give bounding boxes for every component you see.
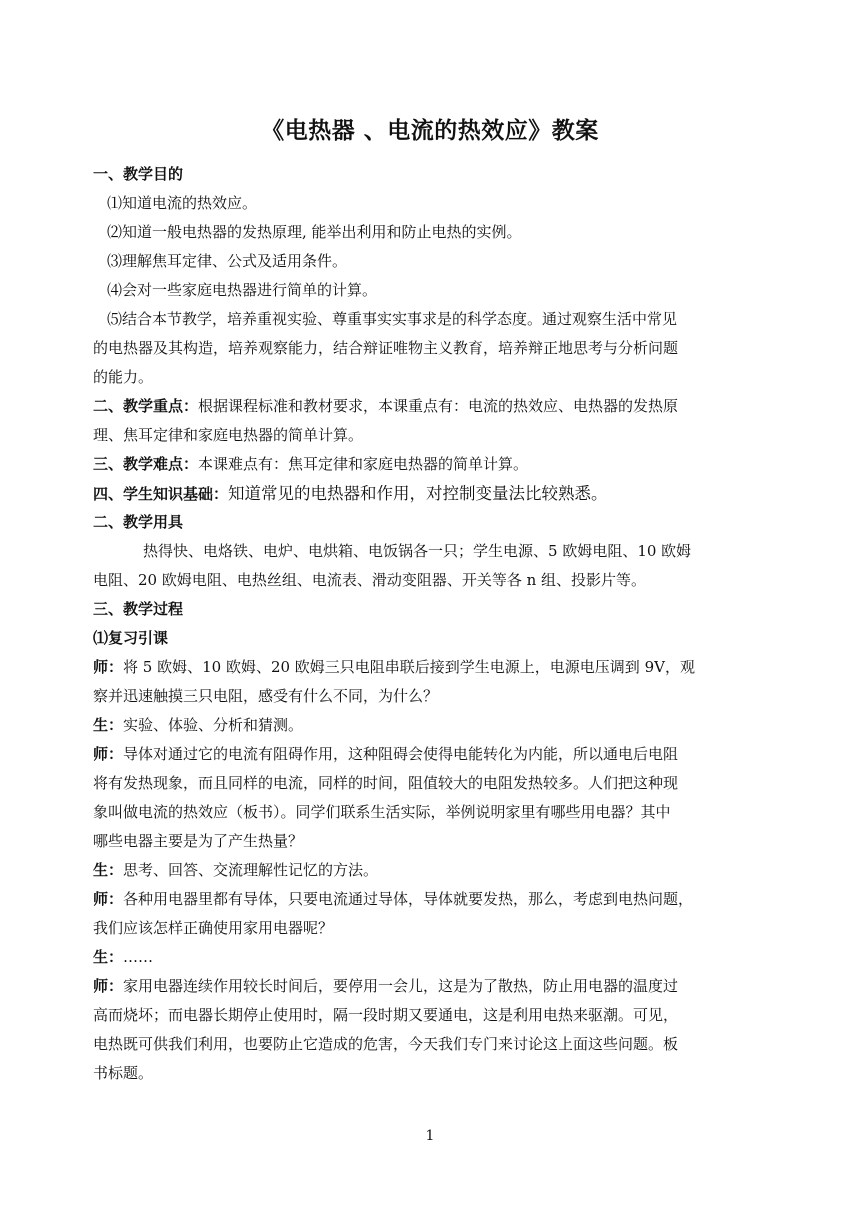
dialogue-line: 高而烧坏；而电器长期停止使用时，隔一段时期又要通电，这是利用电热来驱潮。可见， xyxy=(93,1006,679,1024)
objective-item-5-line: ⑸结合本节教学，培养重视实验、尊重事实实事求是的科学态度。通过观察生活中常见 xyxy=(107,310,678,328)
dialogue-line: 哪些电器主要是为了产生热量？ xyxy=(93,832,304,850)
teaching-tools-heading: 二、教学用具 xyxy=(93,513,184,531)
objective-item-5-line: 的电热器及其构造，培养观察能力，结合辩证唯物主义教育，培养辩正地思考与分析问题 xyxy=(93,339,679,357)
teaching-tools-line: 热得快、电烙铁、电炉、电烘箱、电饭锅各一只；学生电源、5 欧姆电阻、10 欧姆 xyxy=(143,542,692,560)
speaker-label: 师： xyxy=(93,890,124,908)
speaker-label: 师： xyxy=(93,658,124,676)
dialogue-line: 生：思考、回答、交流理解性记忆的方法。 xyxy=(93,861,379,879)
dialogue-line: 师：家用电器连续作用较长时间后，要停用一会儿，这是为了散热，防止用电器的温度过 xyxy=(93,977,679,995)
dialogue-line: 师：将 5 欧姆、10 欧姆、20 欧姆三只电阻串联后接到学生电源上，电源电压调到 9V，观 xyxy=(93,658,695,676)
dialogue-line: 将有发热现象，而且同样的电流，同样的时间，阻值较大的电阻发热较多。人们把这种现 xyxy=(93,774,679,792)
difficulties-line xyxy=(93,450,773,479)
prior-knowledge-label: 四、学生知识基础： xyxy=(93,485,229,503)
objectives-heading: 一、教学目的 xyxy=(93,165,184,183)
objective-item: ⑷会对一些家庭电热器进行简单的计算。 xyxy=(107,281,378,299)
key-points-label: 二、教学重点： xyxy=(93,397,199,415)
speaker-label: 师： xyxy=(93,745,124,763)
dialogue-line: 生：实验、体验、分析和猜测。 xyxy=(93,716,304,734)
section-objectives xyxy=(93,160,773,1088)
dialogue-line: 书标题。 xyxy=(93,1064,154,1082)
key-points-text: 根据课程标准和教材要求，本课重点有：电流的热效应、电热器的发热原 xyxy=(198,397,679,415)
dialogue-line: 师：导体对通过它的电流有阻碍作用，这种阻碍会使得电能转化为内能，所以通电后电阻 xyxy=(93,745,679,763)
prior-knowledge-text: 知道常见的电热器和作用，对控制变量法比较熟悉。 xyxy=(228,484,608,503)
dialogue-line: 师：各种用电器里都有导体，只要电流通过导体，导体就要发热，那么，考虑到电热问题， xyxy=(93,890,694,908)
document-title: 《电热器 、电流的热效应》教案 xyxy=(261,118,599,144)
dialogue-line: 电热既可供我们利用，也要防止它造成的危害，今天我们专门来讨论这上面这些问题。板 xyxy=(93,1035,679,1053)
dialogue-line: 我们应该怎样正确使用家用电器呢？ xyxy=(93,919,334,937)
teaching-tools-line: 电阻、20 欧姆电阻、电热丝组、电流表、滑动变阻器、开关等各 n 组、投影片等。 xyxy=(93,571,647,589)
difficulties-text: 本课难点有：焦耳定律和家庭电热器的简单计算。 xyxy=(198,455,529,473)
speaker-label: 生： xyxy=(93,716,124,734)
teaching-process-heading: 三、教学过程 xyxy=(93,600,184,618)
key-points-line xyxy=(93,392,773,421)
objective-item: ⑴知道电流的热效应。 xyxy=(107,194,258,212)
objective-item-5-line: 的能力。 xyxy=(93,368,154,386)
dialogue-line: 象叫做电流的热效应（板书）。同学们联系生活实际，举例说明家里有哪些用电器？其中 xyxy=(93,803,671,821)
key-points-line: 理、焦耳定律和家庭电热器的简单计算。 xyxy=(93,426,364,444)
review-intro-subheading: ⑴复习引课 xyxy=(93,629,169,647)
page-number: 1 xyxy=(425,1128,435,1144)
speaker-label: 师： xyxy=(93,977,124,995)
difficulties-label: 三、教学难点： xyxy=(93,455,199,473)
speaker-label: 生： xyxy=(93,948,124,966)
dialogue-line: 生：…… xyxy=(93,948,154,966)
objective-item: ⑵知道一般电热器的发热原理, 能举出利用和防止电热的实例。 xyxy=(107,223,522,241)
prior-knowledge-line xyxy=(93,479,773,508)
speaker-label: 生： xyxy=(93,861,124,879)
objective-item: ⑶理解焦耳定律、公式及适用条件。 xyxy=(107,252,348,270)
dialogue-line: 察并迅速触摸三只电阻，感受有什么不同，为什么？ xyxy=(93,687,439,705)
